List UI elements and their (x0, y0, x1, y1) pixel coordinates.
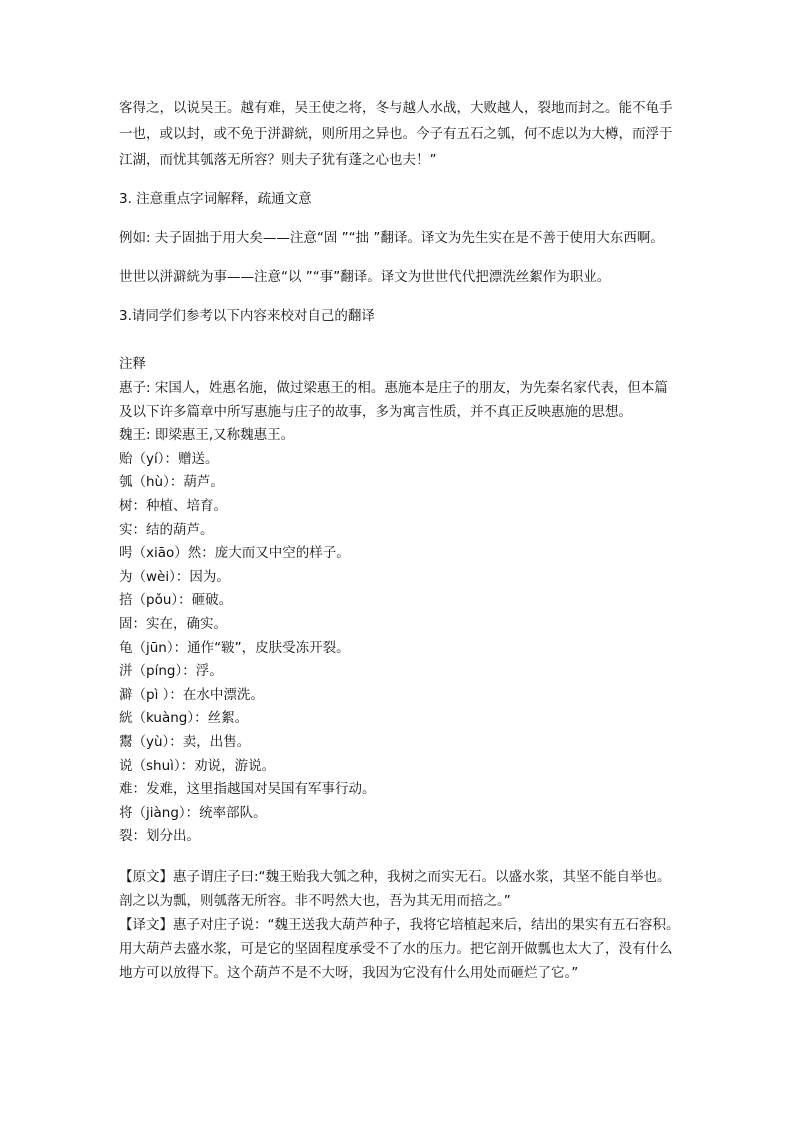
note-item: 难：发难，这里指越国对吴国有军事行动。 (119, 781, 376, 798)
notes-list (119, 377, 681, 849)
note-item: 为（wèi）：因为。 (119, 568, 230, 585)
note-item: 固：实在，确实。 (119, 615, 227, 632)
note-item: 实：结的葫芦。 (119, 521, 214, 538)
note-item: 惠子: 宋国人，姓惠名施，做过梁惠王的相。惠施本是庄子的朋友，为先秦名家代表，但本篇及以下许多篇章中所写惠施与庄子的故事，多为寓言性质，并不真正反映惠施的思想。 (119, 380, 668, 420)
note-item: 龟（jūn）：通作“皲”，皮肤受冻开裂。 (119, 639, 350, 656)
note-item: 裂：划分出。 (119, 828, 200, 845)
note-item: 贻（yí）：赠送。 (119, 450, 219, 467)
note-item: 鬻（yù）：卖，出售。 (119, 733, 251, 750)
section-heading-key-words: 3. 注意重点字词解释，疏通文意 (119, 191, 312, 207)
notes-title: 注释 (119, 356, 146, 372)
translation-text: 【译文】惠子对庄子说：“魏王送我大葫芦种子，我将它培植起来后，结出的果实有五石容积。用大葫芦去盛水浆，可是它的坚固程度承受不了水的压力。把它剖开做瓢也太大了，没有什么地方可以放得下。这个葫芦不是不大呀，我因为它没有什么用处而砸烂了它。” (119, 916, 680, 981)
note-item: 将（jiàng）：统率部队。 (119, 804, 267, 821)
note-item: 魏王: 即梁惠王,又称魏惠王。 (119, 427, 295, 444)
note-item: 絖（kuàng）：丝絮。 (119, 710, 249, 727)
example-paragraph-1: 例如: 夫子固拙于用大矣——注意“固 ”“拙 ”翻译。译文为先生实在是不善于使用大东西啊。 (119, 230, 664, 246)
note-item: 说（shuì）：劝说，游说。 (119, 757, 276, 774)
note-item: 树：种植、培育。 (119, 497, 227, 514)
note-item: 洴（píng）：浮。 (119, 663, 223, 680)
passage-continuation: 客得之，以说吴王。越有难，吴王使之将，冬与越人水战，大败越人，裂地而封之。能不龟手一也，或以封，或不免于洴澼絖，则所用之异也。今子有五石之瓠，何不虑以为大樽，而浮于江湖，而忧其瓠落无所容？则夫子犹有蓬之心也夫！” (119, 100, 673, 168)
example-paragraph-2: 世世以洴澼絖为事——注意“以 ”“事”翻译。译文为世世代代把漂洗丝絮作为职业。 (119, 269, 611, 285)
note-item: 呺（xiāo）然：庞大而又中空的样子。 (119, 545, 350, 562)
original-and-translation (119, 865, 681, 985)
note-item: 瓠（hù）：葫芦。 (119, 474, 224, 491)
note-item: 澼（pì ）：在水中漂洗。 (119, 686, 264, 703)
document-page (119, 95, 681, 985)
original-text: 【原文】惠子谓庄子曰:“魏王贻我大瓠之种，我树之而实无石。以盛水浆，其坚不能自举也。剖之以为瓢，则瓠落无所容。非不呺然大也，吾为其无用而掊之。” (119, 868, 671, 909)
note-item: 掊（pǒu）：砸破。 (119, 592, 233, 609)
section-heading-check-translation: 3.请同学们参考以下内容来校对自己的翻译 (119, 308, 375, 324)
